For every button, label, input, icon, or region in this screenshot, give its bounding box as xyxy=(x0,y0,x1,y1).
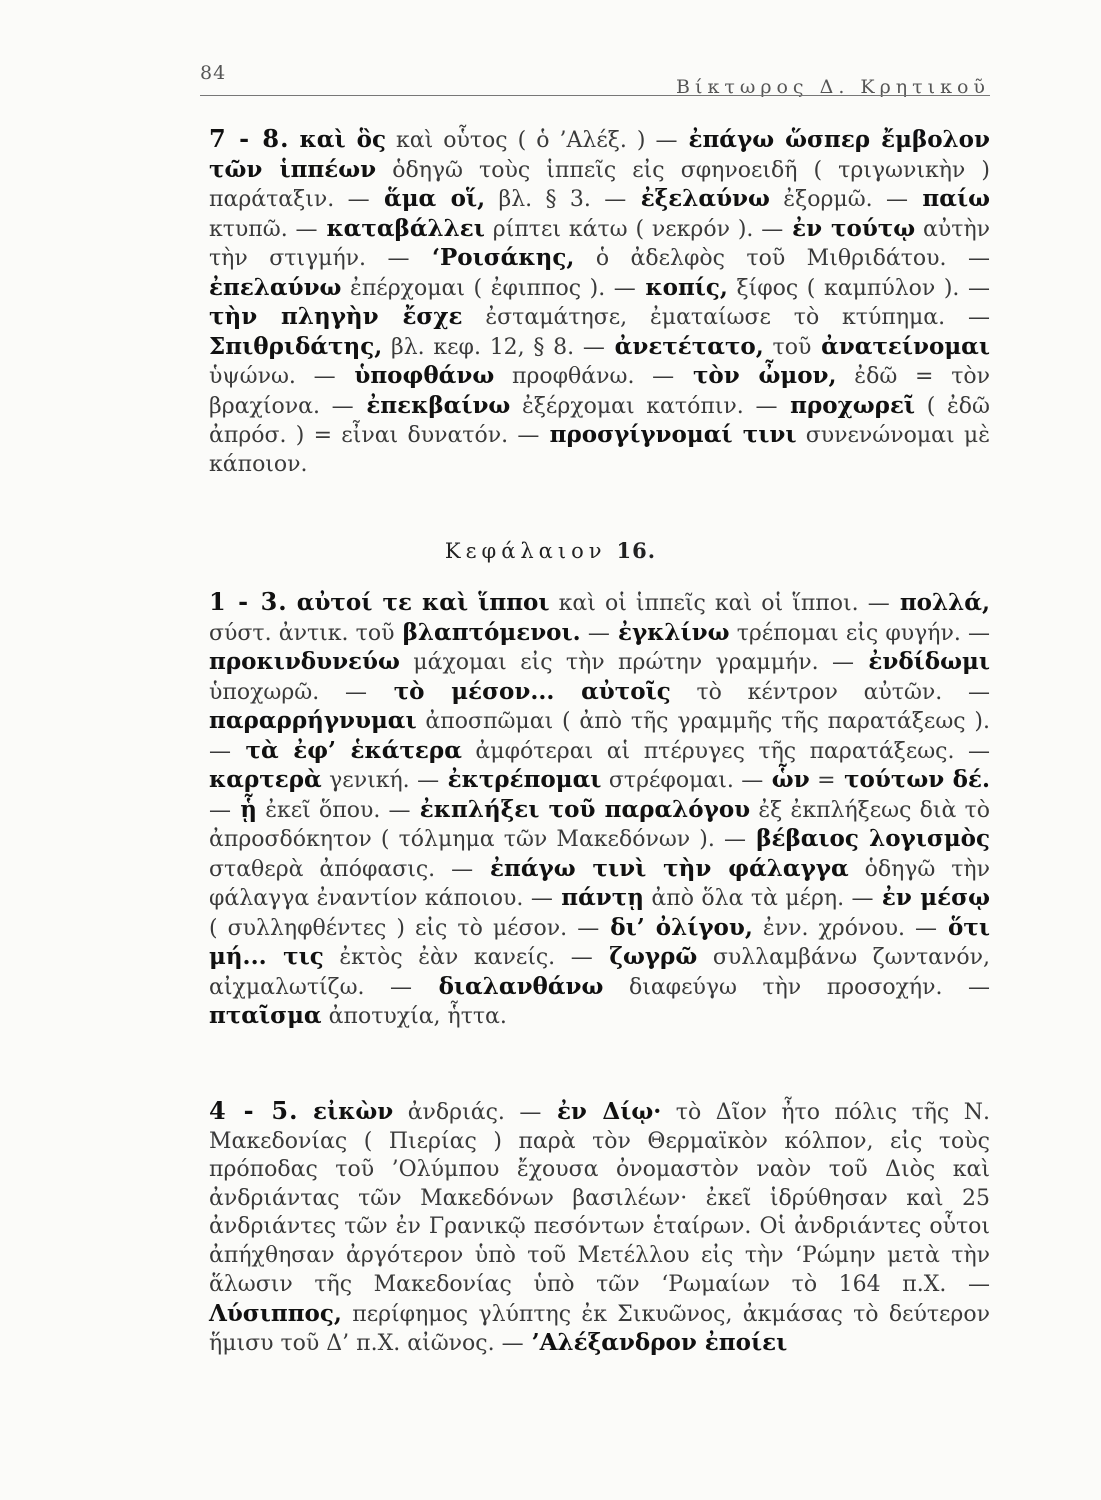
lemma: παίω xyxy=(908,185,990,212)
gloss: τὸ κέντρον αὐτῶν. — xyxy=(670,679,991,705)
gloss: ἐκεῖ ὅπου. — xyxy=(256,797,411,823)
lemma: ἐπελαύνω xyxy=(209,273,342,301)
gloss: ὁδηγῶ τοὺς ἱππεῖς εἰς σφηνοειδῆ ( τριγωνικὴν ) παράταξιν. — xyxy=(209,157,990,212)
commentary-paragraph-1-3 xyxy=(165,588,990,1032)
lemma: ἐκπλήξει τοῦ παραλόγου xyxy=(410,795,751,823)
gloss: = xyxy=(809,768,836,793)
lemma: ἐπάγω τινὶ τὴν φάλαγγα xyxy=(473,854,849,882)
gloss: τρέπομαι εἰς φυγήν. — xyxy=(729,620,990,646)
lemma: ἐξελαύνω xyxy=(626,185,770,212)
header-rule xyxy=(200,95,990,96)
gloss: ὑποχωρῶ. — xyxy=(209,679,367,705)
gloss: σταθερὰ ἀπόφασις. — xyxy=(209,856,474,882)
lemma: ἐγκλίνω xyxy=(609,618,730,646)
gloss: ὁδηγῶ τὴν φάλαγγα ἐναντίον κάποιου. — xyxy=(209,856,990,911)
lemma: εἰκὼν xyxy=(312,1098,394,1125)
gloss: περίφημος γλύπτης ἐκ Σικυῶνος, ἀκμάσας τὸ δεύτερον ἥμισυ τοῦ Δ’ π.Χ. αἰῶνος. — xyxy=(209,1301,990,1356)
gloss: ἐδῶ = τὸν βραχίονα. — xyxy=(209,364,990,419)
lemma: ἅμα οἵ, xyxy=(369,185,486,212)
gloss: γενική. — xyxy=(321,768,440,793)
lemma: τούτων δέ. xyxy=(835,766,990,793)
gloss: ρίπτει κάτω ( νεκρόν ). — xyxy=(484,216,784,242)
running-head: Βίκτωρος Δ. Κρητικοῦ xyxy=(676,76,990,98)
gloss: συλλαμβάνω ζωντανόν, αἰχμαλωτίζω. — xyxy=(209,945,990,1000)
gloss: ἐνν. χρόνου. — xyxy=(752,915,937,941)
lemma: ᾗ xyxy=(231,795,257,823)
gloss: ἐπέρχομαι ( ἐφιππος ). — xyxy=(341,275,636,301)
gloss: προφθάνω. — xyxy=(494,364,675,389)
chapter-heading xyxy=(0,538,1101,563)
gloss: ὑψώνω. — xyxy=(209,364,336,389)
lemma: τὸ μέσον... αὐτοῖς xyxy=(366,677,671,705)
page-number: 84 xyxy=(200,62,227,84)
lemma: ἐνδίδωμι xyxy=(853,648,991,675)
gloss: — xyxy=(580,620,610,646)
section-reference: 1 - 3. xyxy=(209,587,288,616)
lemma: καταβάλλει xyxy=(317,214,485,242)
lemma: Λύσιππος, xyxy=(209,1299,342,1327)
gloss: ἀπὸ ὅλα τὰ μέρη. — xyxy=(643,886,874,911)
gloss: ἀποτυχία, ἧττα. xyxy=(321,1004,507,1029)
lemma: ὧν xyxy=(763,766,810,793)
lemma: προσγίγνομαί τινι xyxy=(539,421,797,448)
page-header xyxy=(200,62,990,102)
lemma: πάντῃ xyxy=(552,884,644,911)
commentary-paragraph-4-5 xyxy=(165,1097,990,1359)
lemma: ἐν μέσῳ xyxy=(873,884,990,911)
gloss: ἀνδριάς. — xyxy=(393,1100,542,1125)
gloss: ξίφος ( καμπύλον ). — xyxy=(727,275,991,301)
gloss: κτυπῶ. — xyxy=(209,216,318,242)
lemma: πταῖσμα xyxy=(209,1002,322,1029)
lemma: ’Αλέξανδρον ἐποίει xyxy=(523,1329,788,1356)
lemma: κοπίς, xyxy=(635,273,728,301)
lemma: βέβαιος λογισμὸς xyxy=(746,825,990,852)
lemma: προχωρεῖ xyxy=(777,391,916,419)
gloss: σύστ. ἀντικ. τοῦ xyxy=(209,620,395,646)
lemma: παραρρήγνυμαι xyxy=(209,707,417,734)
gloss: τὸ Δῖον ἦτο πόλις τῆς Ν. Μακεδονίας ( Πιερίας ) παρὰ τὸν Θερμαϊκὸν κόλπον, εἰς τοὺς πρόποδας τοῦ ’Ολύμπου ἔχουσα ὀνομαστὸν ναὸν τοῦ Διὸς καὶ ἀνδριάντας τῶν Μακεδόνων βασιλέων· ἐκεῖ ἱδρύθησαν καὶ 25 ἀνδριάντες τῶν ἐν Γρανικῷ πεσόντων ἑταίρων. Οἱ ἀνδριάντες οὗτοι ἀπήχθησαν ἀργότερον ὑπὸ τοῦ Μετέλλου εἰς τὴν ‘Ρώμην μετὰ τὴν ἅλωσιν τῆς Μακεδονίας ὑπὸ τῶν ‘Ρωμαίων τὸ 164 π.Χ. — xyxy=(209,1100,990,1297)
gloss: στρέφομαι. — xyxy=(601,768,764,793)
gloss: βλ. κεφ. 12, § 8. — xyxy=(382,334,605,360)
gloss: ἐξορμῶ. — xyxy=(769,187,909,212)
lemma: τὸν ὦμον, xyxy=(674,362,837,389)
gloss: ( ἐδῶ ἀπρόσ. ) = εἶναι δυνατόν. — xyxy=(209,393,990,448)
gloss: καὶ οἱ ἱππεῖς καὶ οἱ ἵπποι. — xyxy=(549,591,890,616)
gloss: διαφεύγω τὴν προσοχήν. — xyxy=(603,974,991,1000)
commentary-paragraph-7-8 xyxy=(165,125,990,479)
lemma: Σπιθριδάτης, xyxy=(209,332,383,360)
lemma: ἐπεκβαίνω xyxy=(353,391,511,419)
lemma: διαλανθάνω xyxy=(412,972,604,1000)
gloss: ἀμφότεραι αἱ πτέρυγες τῆς παρατάξεως. — xyxy=(461,738,990,764)
gloss: τοῦ xyxy=(763,334,812,360)
lemma: τὴν πληγὴν ἔσχε xyxy=(209,303,463,330)
lemma: τὰ ἐφ’ ἑκάτερα xyxy=(231,736,462,764)
lemma: καρτερὰ xyxy=(209,766,322,793)
lemma: ἐκτρέπομαι xyxy=(439,766,602,793)
gloss: αὐτὴν τὴν στιγμήν. — xyxy=(209,216,990,271)
gloss: ὁ ἀδελφὸς τοῦ Μιθριδάτου. — xyxy=(574,246,990,271)
gloss: ἀποσπῶμαι ( ἀπὸ τῆς γραμμῆς τῆς παρατάξεως ). — xyxy=(209,709,990,764)
lemma: καὶ ὃς xyxy=(299,126,386,153)
gloss: ( συλληφθέντες ) εἰς τὸ μέσον. — xyxy=(209,915,600,941)
lemma: δι’ ὀλίγου, xyxy=(599,913,753,941)
gloss: καὶ οὗτος ( ὁ ’Αλέξ. ) — xyxy=(385,128,678,153)
gloss: ἐξέρχομαι κατόπιν. — xyxy=(510,393,778,419)
lemma: βλαπτόμενοι. xyxy=(394,618,581,646)
lemma: προκινδυνεύω xyxy=(209,648,400,675)
gloss: ἐσταμάτησε, ἐματαίωσε τὸ κτύπημα. — xyxy=(462,305,990,330)
lemma: αὐτοί τε καὶ ἵπποι xyxy=(296,589,550,616)
lemma: πολλά, xyxy=(889,589,990,616)
gloss: βλ. § 3. — xyxy=(485,187,627,212)
gloss: μάχομαι εἰς τὴν πρώτην γραμμήν. — xyxy=(399,650,854,675)
chapter-number: 16. xyxy=(616,538,657,563)
lemma: ἐν Δίῳ· xyxy=(541,1098,662,1125)
gloss: — xyxy=(209,797,231,823)
lemma: ὅτι μή... τις xyxy=(209,913,990,970)
lemma: ζωγρῶ xyxy=(592,943,698,970)
lemma: ἐν τούτῳ xyxy=(783,214,916,242)
chapter-label: Κεφάλαιον xyxy=(444,539,607,563)
gloss: ἐκτὸς ἐὰν κανείς. — xyxy=(323,945,593,970)
gloss: ἐξ ἐκπλήξεως διὰ τὸ ἀπροσδόκητον ( τόλμημα τῶν Μακεδόνων ). — xyxy=(209,797,991,852)
lemma: ἐπάγω ὥσπερ ἔμβολον τῶν ἱππέων xyxy=(209,126,990,183)
section-reference: 4 - 5. xyxy=(209,1096,299,1125)
lemma: ἀνατείνομαι xyxy=(811,332,990,360)
lemma: ‘Ροισάκης, xyxy=(409,244,575,271)
gloss: συνενώνομαι μὲ κάποιον. xyxy=(209,423,991,477)
lemma: ἀνετέτατο, xyxy=(604,332,764,360)
lemma: ὑποφθάνω xyxy=(335,362,495,389)
section-reference: 7 - 8. xyxy=(209,124,290,153)
